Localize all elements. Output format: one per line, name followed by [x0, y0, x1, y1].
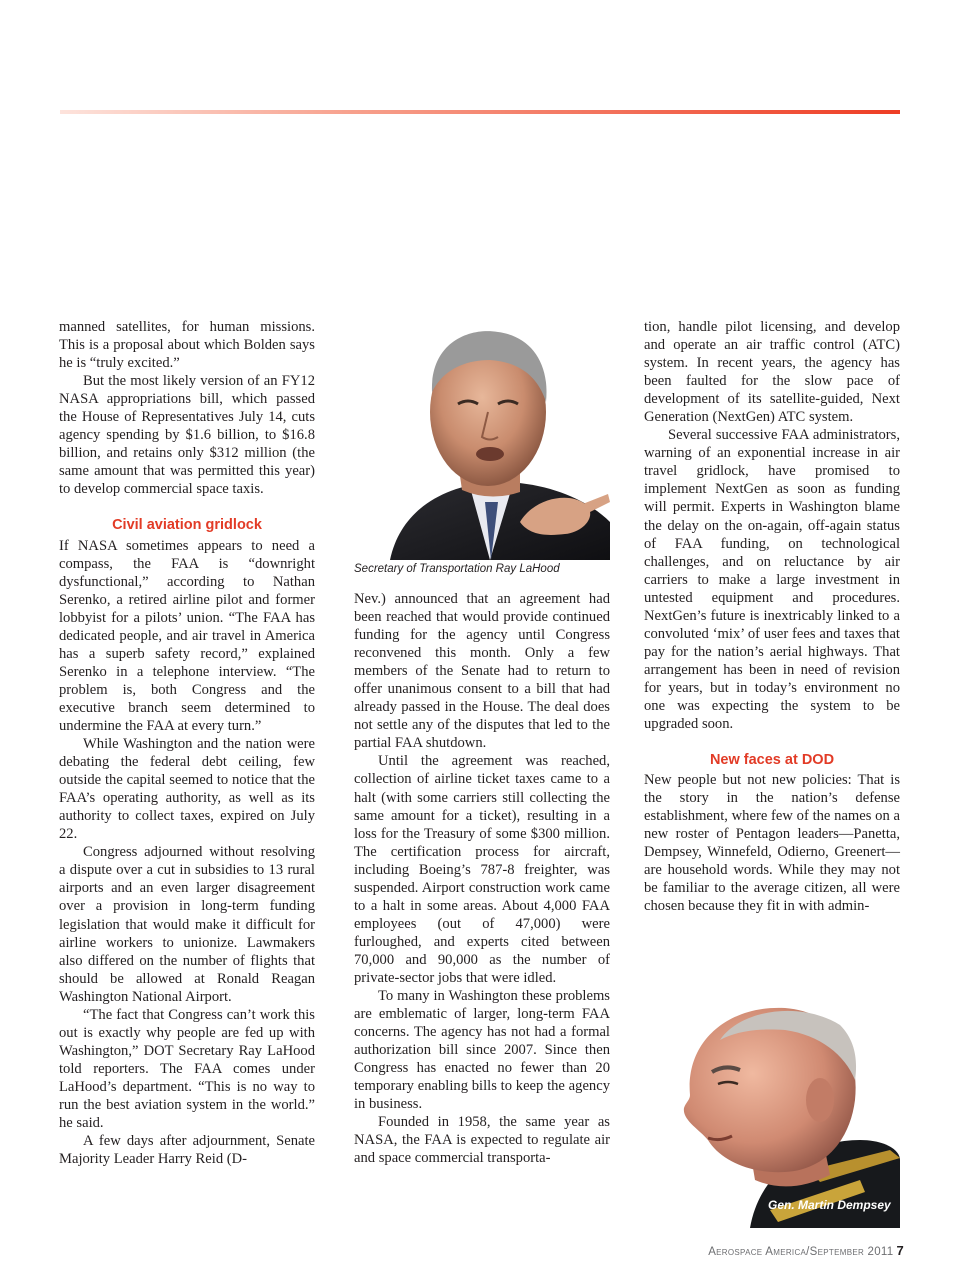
article-column-1	[59, 318, 315, 1168]
section-heading-new-faces: New faces at DOD	[709, 752, 835, 769]
lahood-photo-caption: Secretary of Transportation Ray LaHood	[354, 563, 560, 575]
dempsey-photo-caption: Gen. Martin Dempsey	[768, 1198, 891, 1212]
page-number: 7	[896, 1243, 904, 1258]
article-column-3	[644, 318, 900, 916]
article-column-2	[354, 590, 610, 1168]
paragraph: A few days after adjournment, Senate Majority Leader Harry Reid (D-	[59, 1133, 315, 1168]
paragraph: tion, handle pilot licensing, and develop and operate an air traffic control (ATC) system. In recent years, the agency has been faulted for the slow pace of development of its satellite-guided, Next Generation (NextGen) ATC system.	[644, 319, 900, 426]
paragraph: To many in Washington these problems are emblematic of larger, long-term FAA concerns. The agency has not had a formal authorization bill since 2007. Since then Congress has enacted no fewer than 20 temporary enabling bills to keep the agency in business.	[354, 988, 610, 1113]
dempsey-photo	[660, 1000, 900, 1228]
publication-name: Aerospace America/September 2011	[708, 1246, 894, 1258]
paragraph: While Washington and the nation were debating the federal debt ceiling, few outside the capital seemed to notice that the FAA’s operating authority, as well as its authority to collect taxes, expired on July 22.	[59, 736, 315, 843]
lahood-photo	[370, 322, 610, 560]
paragraph: But the most likely version of an FY12 NASA appropriations bill, which passed the House of Representatives July 14, cuts agency spending by $1.6 billion, to $16.8 billion, and retains only $312 million (the same amount that was permitted this year) to develop commercial space taxis.	[59, 373, 315, 498]
paragraph: Founded in 1958, the same year as NASA, the FAA is expected to regulate air and space commercial transporta-	[354, 1114, 610, 1167]
paragraph: If NASA sometimes appears to need a compass, the FAA is “downright dysfunctional,” according to Nathan Serenko, a retired airline pilot and former lobbyist for a pilots’ union. “The FAA has dedicated people, and air travel in America has a superb safety record,” explained Serenko in a telephone interview. “The problem is, both Congress and the executive branch seem determined to undermine the FAA at every turn.”	[59, 537, 315, 734]
paragraph: “The fact that Congress can’t work this out is exactly why people are fed up with Washington,” DOT Secretary Ray LaHood told reporters. The FAA comes under LaHood’s department. “This is no way to run the best aviation system in the world.” he said.	[59, 1006, 315, 1132]
paragraph: Congress adjourned without resolving a dispute over a cut in subsidies to 13 rural airports and an even larger disagreement over a provision in long-term funding legislation that would make it difficult for airline workers to unionize. Lawmakers also differed on the number of flights that should be allowed at Ronald Reagan Washington National Airport.	[59, 844, 315, 1005]
section-heading-civil-aviation: Civil aviation gridlock	[112, 517, 262, 534]
paragraph: Until the agreement was reached, collection of airline ticket taxes came to a halt (with some carriers still collecting the same amount for a ticket), resulting in a loss for the Treasury of some $300 million. The certification process for aircraft, including Boeing’s 787-8 freighter, was suspended. Airport construction work came to a halt in some areas. About 4,000 FAA employees (out of 47,000) were furloughed, and experts cited between 70,000 and 90,000 as the number of private-sector jobs that were idled.	[354, 753, 610, 986]
paragraph: manned satellites, for human missions. This is a proposal about which Bolden says he is “truly excited.”	[59, 319, 315, 372]
page-footer	[708, 1243, 904, 1258]
paragraph: New people but not new policies: That is the story in the nation’s defense establishment, where few of the names on a new roster of Pentagon leaders—Panetta, Dempsey, Winnefeld, Odierno, Greenert—are household words. While they may not be familiar to the average citizen, all were chosen because they fit in with admin-	[644, 772, 900, 915]
top-accent-rule	[60, 110, 900, 114]
paragraph: Nev.) announced that an agreement had been reached that would provide continued funding for the agency until Congress reconvened this month. Only a few members of the Senate had to return to offer unanimous consent to a bill that had already passed in the House. The deal does not settle any of the disputes that led to the partial FAA shutdown.	[354, 591, 610, 752]
paragraph: Several successive FAA administrators, warning of an exponential increase in air travel gridlock, have promised to implement NextGen as soon as funding will permit. Experts in Washington blame the delay on the on-again, off-again status of FAA funding, on technological challenges, and on reluctance by air carriers to make a large investment in untested equipment and procedures. NextGen’s future is inextricably linked to a convoluted ‘mix’ of user fees and taxes that pay for the nation’s aerial highways. That arrangement has been in need of revision for years, but in today’s environment no one was expecting the system to be upgraded soon.	[644, 427, 900, 733]
